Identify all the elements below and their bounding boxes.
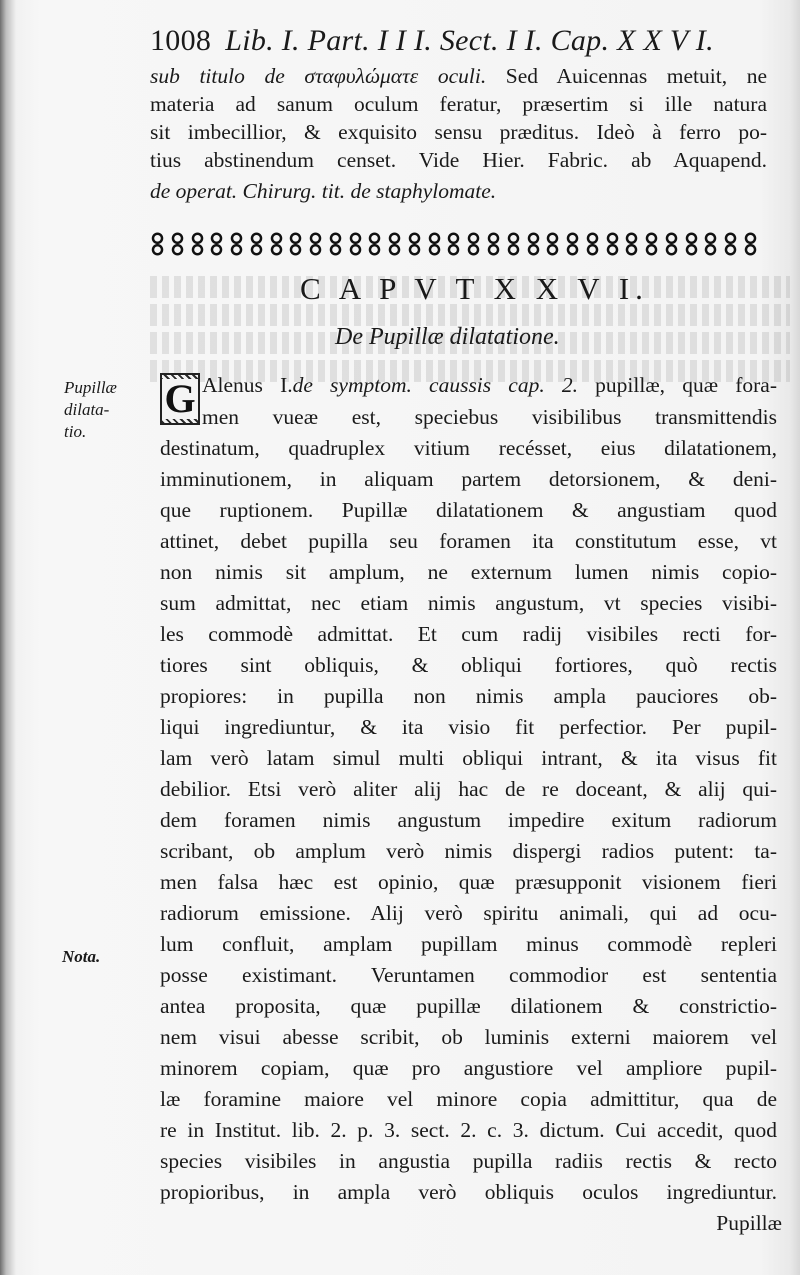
drop-cap-letter: G bbox=[164, 376, 196, 421]
text-line-roman: sit imbecillior, & exquisito sensu præditus. Ideò à ferro po- bbox=[150, 120, 767, 144]
text-line-roman: tius abstinendum censet. Vide Hier. Fabric. ab Aquapend. bbox=[150, 148, 767, 172]
running-header bbox=[150, 24, 770, 58]
text-line: propiores: in pupilla non nimis ampla pauciores ob- bbox=[160, 684, 777, 708]
text-line-italic: de symptom. caussis cap. 2. bbox=[292, 373, 579, 397]
marginal-note-pupilla bbox=[64, 377, 148, 443]
text-line: que ruptionem. Pupillæ dilatationem & angustiam quod bbox=[160, 498, 777, 522]
text-line-italic: de operat. Chirurg. tit. de staphylomate. bbox=[150, 179, 497, 203]
text-line bbox=[150, 146, 767, 174]
text-line: antea proposita, quæ pupillæ dilationem & constrictio- bbox=[160, 994, 777, 1018]
text-line: attinet, debet pupilla seu foramen ita constitutum esse, vt bbox=[160, 529, 777, 553]
text-line: scribant, ob amplum verò nimis dispergi radios putent: ta- bbox=[160, 839, 777, 863]
text-line-roman: Sed Auicennas metuit, ne bbox=[486, 64, 767, 88]
text-line-italic: sub titulo de σταφυλώματε oculi. bbox=[150, 64, 487, 88]
text-line bbox=[150, 90, 767, 118]
text-line: posse existimant. Veruntamen commodior est sententia bbox=[160, 963, 777, 987]
text-line: les commodè admittat. Et cum radij visibiles recti for- bbox=[160, 622, 777, 646]
text-line bbox=[150, 118, 767, 146]
text-line-roman: pupillæ, quæ fora- bbox=[578, 373, 777, 397]
catchword: Pupillæ bbox=[716, 1211, 782, 1235]
text-line: sum admittat, nec etiam nimis angustum, vt species visibi- bbox=[160, 591, 777, 615]
text-line: imminutionem, in aliquam partem detorsionem, & deni- bbox=[160, 467, 777, 491]
text-line: nem visui abesse scribit, ob luminis externi maiorem vel bbox=[160, 1025, 777, 1049]
running-title: Lib. I. Part. I I I. Sect. I I. Cap. X X V I. bbox=[225, 24, 714, 57]
text-line: læ foramine maiore vel minore copia admittitur, qua de bbox=[160, 1087, 777, 1111]
text-line-roman: men vueæ est, speciebus visibilibus transmittendis bbox=[202, 405, 777, 429]
page-number: 1008 bbox=[150, 24, 212, 57]
text-line: non nimis sit amplum, ne externum lumen nimis copio- bbox=[160, 560, 777, 584]
text-line: dem foramen nimis angustum impedire exitum radiorum bbox=[160, 808, 777, 832]
text-line: species visibiles in angustia pupilla radiis rectis & recto bbox=[160, 1149, 777, 1173]
text-line: radiorum emissione. Alij verò spiritu animali, qui ad ocu- bbox=[160, 901, 777, 925]
text-line: liqui ingrediuntur, & ita visio fit perfectior. Per pupil- bbox=[160, 715, 777, 739]
text-line: tiores sint obliquis, & obliqui fortiores, quò rectis bbox=[160, 653, 777, 677]
text-line bbox=[202, 403, 777, 431]
text-line bbox=[150, 177, 767, 205]
marginal-note-line: Pupillæ bbox=[64, 378, 117, 397]
text-line bbox=[202, 371, 777, 399]
ornamental-band bbox=[148, 227, 760, 261]
marginal-note-nota: Nota. bbox=[62, 947, 101, 966]
text-line-roman: materia ad sanum oculum feratur, præsertim si ille natura bbox=[150, 92, 767, 116]
text-line: propioribus, in ampla verò obliquis oculos ingrediuntur. bbox=[160, 1180, 777, 1204]
chapter-subtitle: De Pupillæ dilatatione. bbox=[335, 324, 560, 350]
text-line-roman: Alenus I. bbox=[202, 373, 293, 397]
marginal-note-line: dilata- bbox=[64, 400, 110, 419]
text-line bbox=[150, 62, 767, 90]
chapter-heading: C A P V T X X V I. bbox=[300, 271, 649, 306]
text-line: minorem copiam, quæ pro angustiore vel ampliore pupil- bbox=[160, 1056, 777, 1080]
text-line: lum confluit, amplam pupillam minus commodè repleri bbox=[160, 932, 777, 956]
text-line: re in Institut. lib. 2. p. 3. sect. 2. c. 3. dictum. Cui accedit, quod bbox=[160, 1118, 777, 1142]
text-line: men falsa hæc est opinio, quæ præsupponit visionem fieri bbox=[160, 870, 777, 894]
drop-cap-initial bbox=[160, 373, 200, 425]
text-line: lam verò latam simul multi obliqui intrant, & ita visus fit bbox=[160, 746, 777, 770]
marginal-note-line: tio. bbox=[64, 422, 87, 441]
text-line: debilior. Etsi verò aliter alij hac de re doceant, & alij qui- bbox=[160, 777, 777, 801]
text-line: destinatum, quadruplex vitium recésset, eius dilatationem, bbox=[160, 436, 777, 460]
